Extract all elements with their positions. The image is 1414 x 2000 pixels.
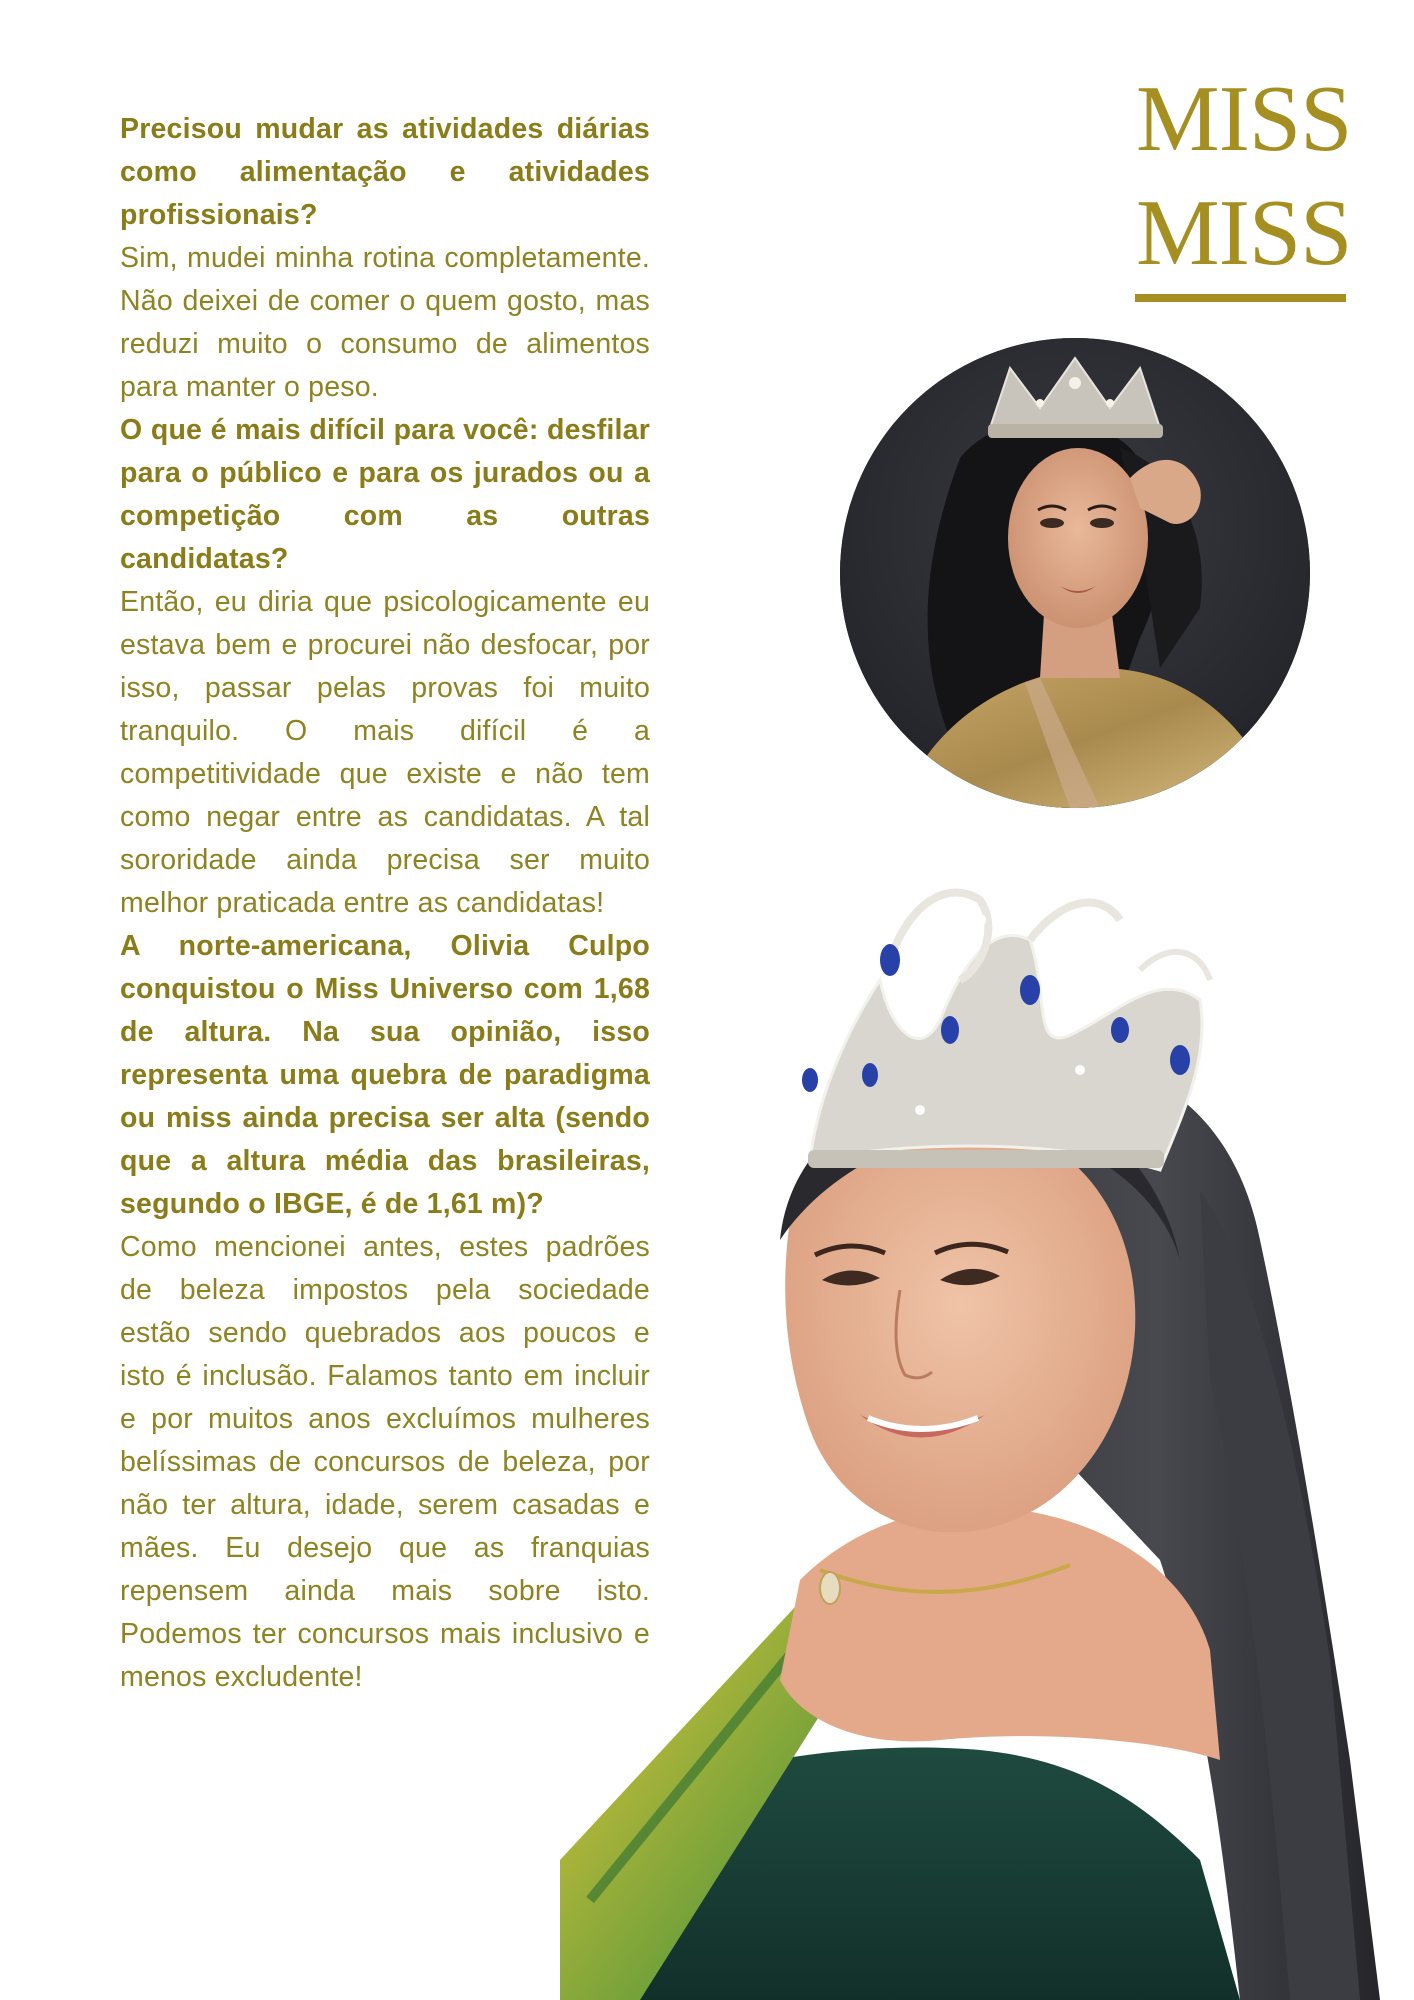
masthead-line-2: MISS — [1136, 181, 1352, 285]
portrait-photo-circle — [840, 338, 1310, 808]
miss-photo-crown — [560, 860, 1414, 2000]
masthead-line-1: MISS — [1136, 67, 1352, 171]
question-3: A norte-americana, Olivia Culpo conquistou o Miss Universo com 1,68 de altura. Na sua opinião, isso representa uma quebra de paradigma ou miss ainda precisa ser alta (sendo que a altura média das brasileiras, segundo o IBGE, é de 1,61 m)? — [120, 930, 650, 1220]
answer-1: Sim, mudei minha rotina completamente. Não deixei de comer o quem gosto, mas reduzi muito o consumo de alimentos para manter o peso. — [120, 242, 650, 403]
question-1: Precisou mudar as atividades diárias como alimentação e atividades profissionais? — [120, 113, 650, 231]
crowned-woman-illustration — [560, 860, 1414, 2000]
masthead-underline — [1135, 294, 1346, 302]
crown-icon — [802, 893, 1210, 1171]
answer-2: Então, eu diria que psicologicamente eu estava bem e procurei não desfocar, por isso, passar pelas provas foi muito tranquilo. O mais difícil é a competitividade que existe e não tem como negar entre as candidatas. A tal sororidade ainda precisa ser muito melhor praticada entre as candidatas! — [120, 586, 650, 919]
question-2: O que é mais difícil para você: desfilar para o público e para os jurados ou a competição com as outras candidatas? — [120, 414, 650, 575]
answer-3: Como mencionei antes, estes padrões de beleza impostos pela sociedade estão sendo quebrados aos poucos e isto é inclusão. Falamos tanto em incluir e por muitos anos excluímos mulheres belíssimas de concursos de beleza, por não ter altura, idade, serem casadas e mães. Eu desejo que as franquias repensem ainda mais sobre isto. Podemos ter concursos mais inclusivo e menos excludente! — [120, 1231, 650, 1693]
portrait-illustration — [840, 338, 1310, 808]
masthead-title — [1136, 62, 1352, 290]
